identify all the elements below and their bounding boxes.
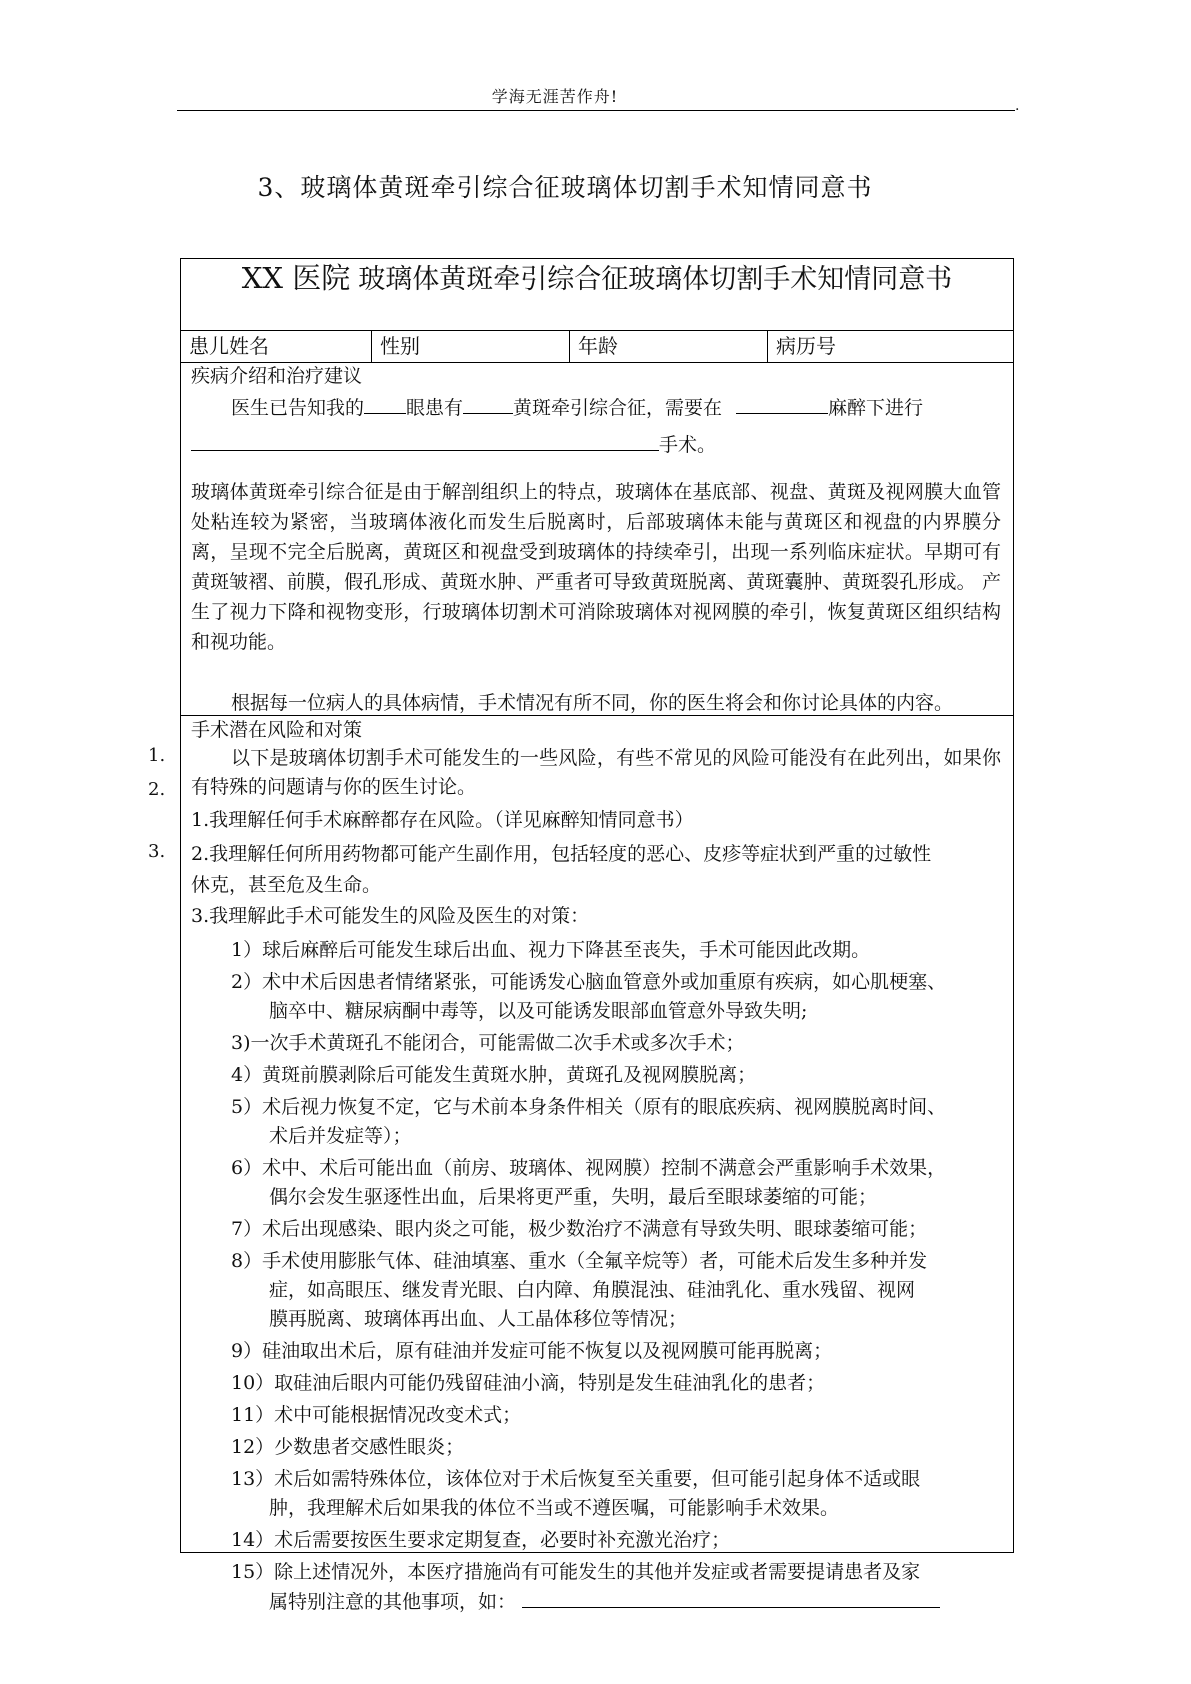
consent-form [180, 258, 1014, 1613]
outer-number-1: 1. [148, 745, 166, 766]
record-number-label: 病历号 [776, 334, 836, 358]
risk-sub-item-6-cont-1: 偶尔会发生驱逐性出血，后果将更严重，失明，最后至眼球萎缩的可能； [269, 1186, 878, 1208]
risk-sub-item-4: 4）黄斑前膜剥除后可能发生黄斑水肿，黄斑孔及视网膜脱离； [231, 1064, 757, 1086]
gender-cell[interactable] [372, 331, 570, 362]
disease-section [181, 362, 1013, 716]
risk-sub-item-8: 8）手术使用膨胀气体、硅油填塞、重水（全氟辛烷等）者，可能术后发生多种并发 [231, 1250, 928, 1272]
patient-name-cell[interactable] [181, 331, 372, 362]
other-notes-blank[interactable] [522, 1587, 940, 1608]
age-cell[interactable] [570, 331, 768, 362]
hospital-name: XX 医院 [241, 261, 351, 295]
statement-text-3: 黄斑牵引综合征，需要在 [513, 397, 723, 419]
statement-text-5: 手术。 [659, 434, 717, 456]
form-title [181, 259, 1013, 331]
gender-label: 性别 [380, 334, 420, 358]
risk-sub-item-14: 14）术后需要按医生要求定期复查，必要时补充激光治疗； [231, 1529, 731, 1551]
form-title-main: 玻璃体黄斑牵引综合征玻璃体切割手术知情同意书 [358, 264, 953, 295]
disease-statement-line2 [191, 430, 716, 459]
risk-sub-item-10: 10）取硅油后眼内可能仍残留硅油小滴，特别是发生硅油乳化的患者； [231, 1372, 826, 1394]
outer-number-2: 2. [148, 779, 166, 800]
disease-description: 玻璃体黄斑牵引综合征是由于解剖组织上的特点，玻璃体在基底部、视盘、黄斑及视网膜大血管处粘连较为紧密，当玻璃体液化而发生后脱离时，后部玻璃体未能与黄斑区和视盘的内界膜分离，呈现不完全后脱离，黄斑区和视盘受到玻璃体的持续牵引，出现一系列临床症状。早期可有黄斑皱褶、前膜，假孔形成、黄斑水肿、严重者可导致黄斑脱离、黄斑囊肿、黄斑裂孔形成。 产生了视力下降和视物变形，行玻璃体切割术可消除玻璃体对视网膜的牵引，恢复黄斑区组织结构和视功能。 [191, 481, 1001, 653]
eye-blank[interactable] [463, 393, 513, 414]
anesthesia-blank[interactable] [736, 393, 828, 414]
risk-sub-item-15-cont-1: 属特别注意的其他事项，如： [269, 1587, 940, 1617]
risk-item-3: 3.我理解此手术可能发生的风险及医生的对策： [191, 905, 590, 927]
risk-sub-item-15: 15）除上述情况外，本医疗措施尚有可能发生的其他并发症或者需要提请患者及家 [231, 1561, 921, 1583]
age-label: 年龄 [578, 334, 618, 358]
risk-sub-item-1: 1）球后麻醉后可能发生球后出血、视力下降甚至丧失，手术可能因此改期。 [231, 939, 871, 961]
risk-item-1: 1.我理解任何手术麻醉都存在风险。（详见麻醉知情同意书） [191, 809, 694, 831]
record-number-cell[interactable] [768, 331, 1012, 362]
header-rule [177, 110, 1015, 111]
risk-sub-item-7: 7）术后出现感染、眼内炎之可能，极少数治疗不满意有导致失明、眼球萎缩可能； [231, 1218, 928, 1240]
outer-number-3: 3. [148, 841, 166, 862]
risk-sub-item-5-cont-1: 术后并发症等）； [269, 1125, 412, 1147]
risk-sub-item-13-cont-1: 肿，我理解术后如果我的体位不当或不遵医嘱，可能影响手术效果。 [269, 1497, 840, 1519]
risk-sub-item-8-cont-2: 膜再脱离、玻璃体再出血、人工晶体移位等情况； [269, 1308, 688, 1330]
surgery-name-blank[interactable] [191, 430, 659, 451]
risk-sub-item-6: 6）术中、术后可能出血（前房、玻璃体、视网膜）控制不满意会严重影响手术效果， [231, 1157, 947, 1179]
risk-sub-item-12: 12）少数患者交感性眼炎； [231, 1436, 465, 1458]
risk-sub-item-5: 5）术后视力恢复不定，它与术前本身条件相关（原有的眼底疾病、视网膜脱离时间、 [231, 1096, 947, 1118]
statement-text-2: 眼患有 [406, 397, 464, 419]
risk-sub-item-8-cont-1: 症，如高眼压、继发青光眼、白内障、角膜混浊、硅油乳化、重水残留、视网 [269, 1279, 916, 1301]
risks-intro: 以下是玻璃体切割手术可能发生的一些风险，有些不常见的风险可能没有在此列出，如果你有特殊的问题请与你的医生讨论。 [191, 747, 1001, 798]
disease-heading: 疾病介绍和治疗建议 [191, 365, 363, 387]
patient-info-row [181, 331, 1013, 363]
risks-heading: 手术潜在风险和对策 [191, 719, 363, 741]
eye-side-blank[interactable] [364, 393, 406, 414]
document-title: 3、玻璃体黄斑牵引综合征玻璃体切割手术知情同意书 [257, 173, 873, 202]
risk-sub-item-9: 9）硅油取出术后，原有硅油并发症可能不恢复以及视网膜可能再脱离； [231, 1340, 833, 1362]
risk-sub-item-2: 2）术中术后因患者情绪紧张，可能诱发心脑血管意外或加重原有疾病，如心肌梗塞、 [231, 971, 947, 993]
patient-name-label: 患儿姓名 [189, 334, 269, 358]
risk-sub-item-2-cont-1: 脑卒中、糖尿病酮中毒等，以及可能诱发眼部血管意外导致失明; [269, 1000, 808, 1022]
disease-note: 根据每一位病人的具体病情，手术情况有所不同，你的医生将会和你讨论具体的内容。 [231, 692, 954, 714]
header-mark: . [1015, 98, 1020, 114]
risk-sub-item-11: 11）术中可能根据情况改变术式； [231, 1404, 522, 1426]
risk-sub-item-3: 3)一次手术黄斑孔不能闭合，可能需做二次手术或多次手术； [231, 1032, 745, 1054]
statement-text-1: 医生已告知我的 [231, 397, 365, 419]
risk-item-2-line1: 2.我理解任何所用药物都可能产生副作用，包括轻度的恶心、皮疹等症状到严重的过敏性 [191, 843, 932, 865]
page-header-text: 学海无涯苦作舟! [491, 87, 619, 106]
risk-item-2-line2: 休克，甚至危及生命。 [191, 874, 382, 896]
risk-sub-item-13: 13）术后如需特殊体位，该体位对于术后恢复至关重要，但可能引起身体不适或眼 [231, 1468, 921, 1490]
disease-statement-line1 [231, 393, 923, 422]
statement-text-4: 麻醉下进行 [828, 397, 924, 419]
